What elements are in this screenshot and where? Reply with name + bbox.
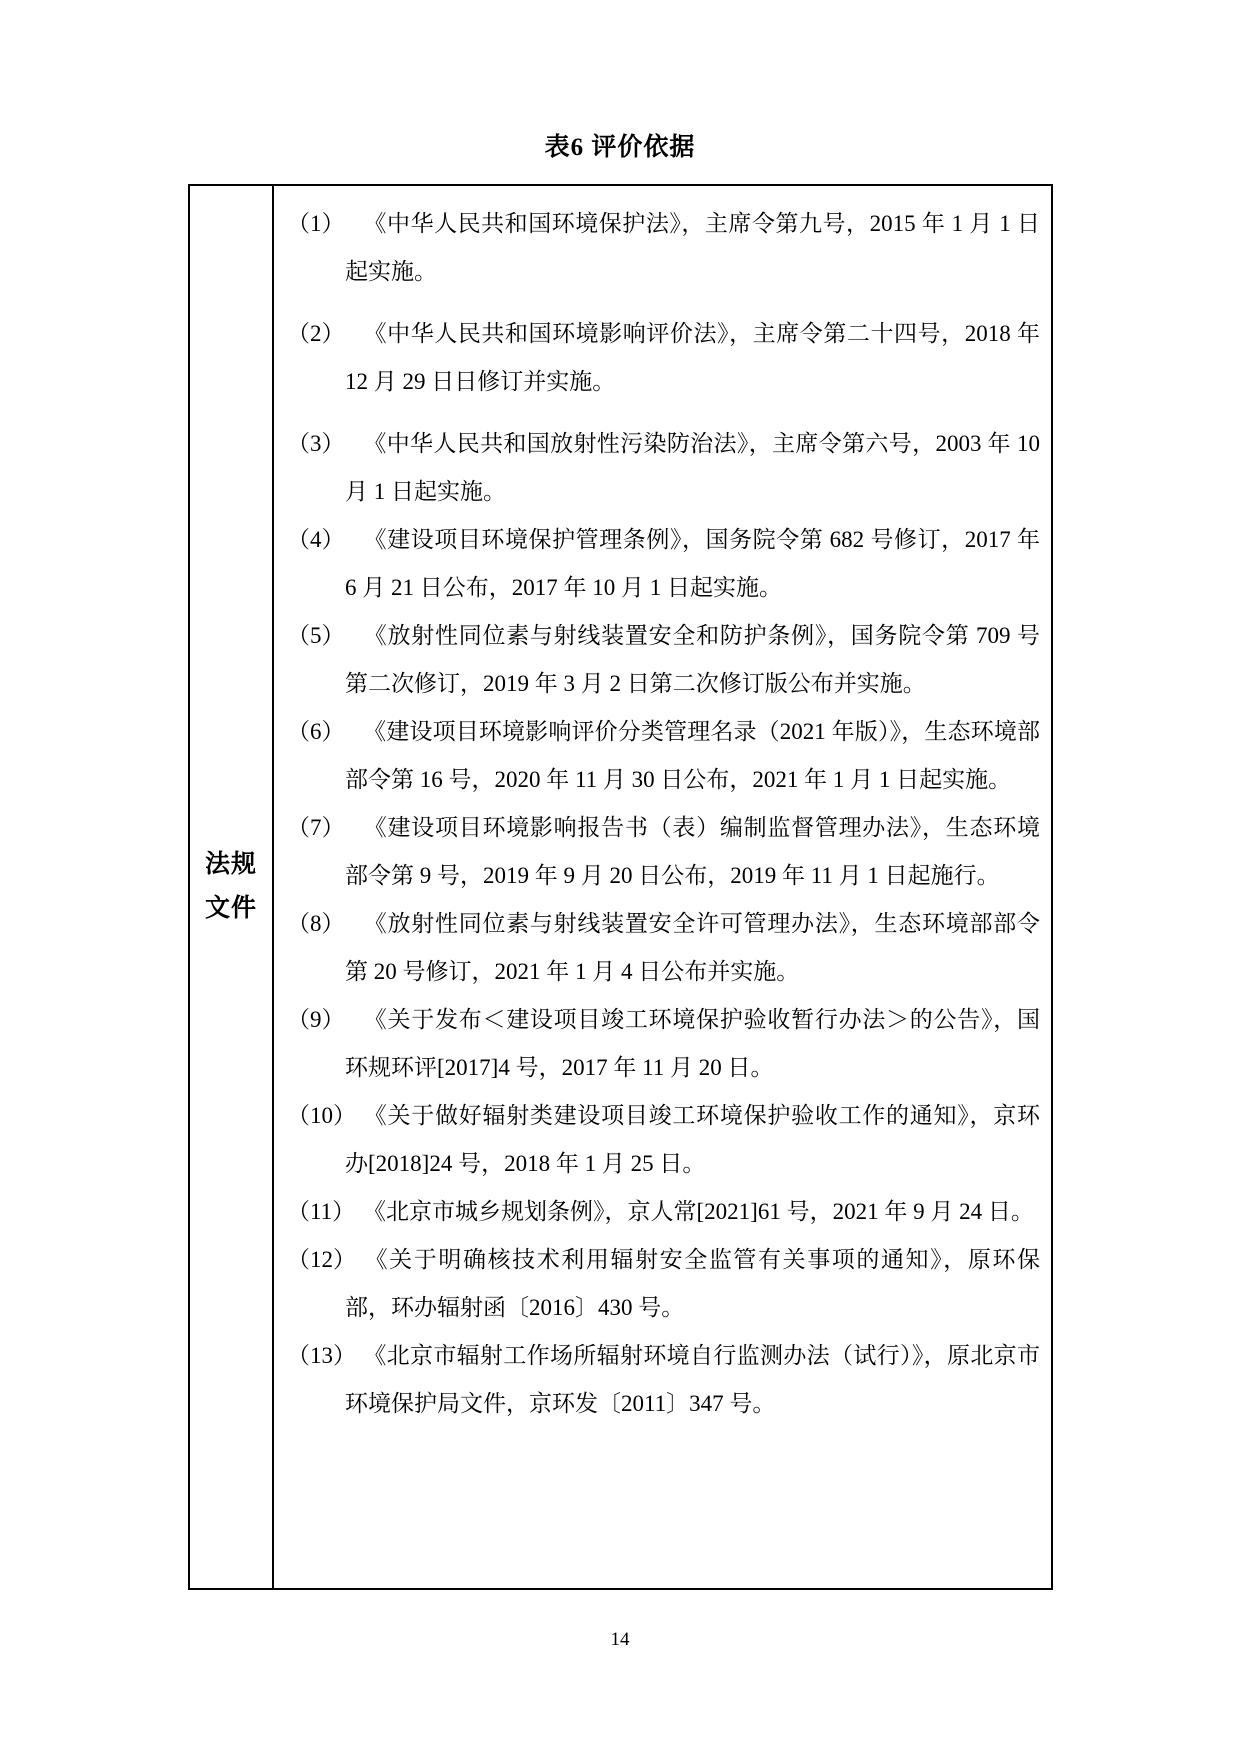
item-number: （12） bbox=[287, 1247, 356, 1272]
item-text: 《建设项目环境影响报告书（表）编制监督管理办法》，生态环境部令第 9 号，2019 年 9 月 20 日公布，2019 年 11 月 1 日起施行。 bbox=[345, 815, 1040, 888]
item-number: （1） bbox=[287, 211, 345, 236]
list-item bbox=[287, 200, 1040, 296]
item-number: （4） bbox=[287, 527, 345, 552]
list-item bbox=[287, 420, 1040, 516]
item-text: 《关于做好辐射类建设项目竣工环境保护验收工作的通知》，京环办[2018]24 号，2018 年 1 月 25 日。 bbox=[345, 1103, 1040, 1176]
list-item bbox=[287, 516, 1040, 612]
item-number: （11） bbox=[287, 1199, 356, 1224]
item-number: （8） bbox=[287, 911, 345, 936]
list-item bbox=[287, 996, 1040, 1092]
list-item bbox=[287, 804, 1040, 900]
evaluation-basis-table bbox=[188, 184, 1053, 1590]
item-number: （9） bbox=[287, 1007, 345, 1032]
list-item bbox=[287, 1188, 1040, 1236]
list-item bbox=[287, 310, 1040, 406]
list-item bbox=[287, 612, 1040, 708]
page-title: 表6 评价依据 bbox=[544, 134, 696, 161]
item-text: 《放射性同位素与射线装置安全和防护条例》，国务院令第 709 号第二次修订，2019 年 3 月 2 日第二次修订版公布并实施。 bbox=[345, 623, 1040, 696]
item-number: （3） bbox=[287, 431, 345, 456]
list-item bbox=[287, 900, 1040, 996]
item-text: 《中华人民共和国放射性污染防治法》，主席令第六号，2003 年 10 月 1 日起实施。 bbox=[345, 431, 1040, 504]
item-number: （2） bbox=[287, 321, 345, 346]
row-label-legal-documents bbox=[190, 186, 274, 1588]
item-text: 《关于发布＜建设项目竣工环境保护验收暂行办法＞的公告》，国环规环评[2017]4 号，2017 年 11 月 20 日。 bbox=[345, 1007, 1040, 1080]
item-text: 《建设项目环境保护管理条例》，国务院令第 682 号修订，2017 年 6 月 21 日公布，2017 年 10 月 1 日起实施。 bbox=[345, 527, 1040, 600]
item-text: 《建设项目环境影响评价分类管理名录（2021 年版）》，生态环境部部令第 16 号，2020 年 11 月 30 日公布，2021 年 1 月 1 日起实施。 bbox=[345, 719, 1040, 792]
legal-documents-list bbox=[274, 186, 1051, 1588]
item-text: 《北京市城乡规划条例》，京人常[2021]61 号，2021 年 9 月 24 日。 bbox=[363, 1199, 1034, 1224]
list-item bbox=[287, 1236, 1040, 1332]
item-text: 《放射性同位素与射线装置安全许可管理办法》，生态环境部部令第 20 号修订，2021 年 1 月 4 日公布并实施。 bbox=[345, 911, 1040, 984]
item-number: （6） bbox=[287, 719, 345, 744]
list-item bbox=[287, 1332, 1040, 1428]
list-item bbox=[287, 1092, 1040, 1188]
row-label-line2: 文件 bbox=[204, 895, 257, 922]
item-number: （10） bbox=[287, 1103, 356, 1128]
item-number: （13） bbox=[287, 1343, 356, 1368]
item-text: 《中华人民共和国环境影响评价法》，主席令第二十四号，2018 年 12 月 29 日日修订并实施。 bbox=[345, 321, 1040, 394]
item-text: 《关于明确核技术利用辐射安全监管有关事项的通知》，原环保部，环办辐射函〔2016〕430 号。 bbox=[345, 1247, 1040, 1320]
item-text: 《北京市辐射工作场所辐射环境自行监测办法（试行）》，原北京市环境保护局文件，京环发〔2011〕347 号。 bbox=[345, 1343, 1040, 1416]
row-label-line1: 法规 bbox=[204, 851, 257, 878]
page-number: 14 bbox=[610, 1629, 630, 1650]
item-number: （7） bbox=[287, 815, 345, 840]
item-text: 《中华人民共和国环境保护法》，主席令第九号，2015 年 1 月 1 日起实施。 bbox=[345, 211, 1040, 284]
list-item bbox=[287, 708, 1040, 804]
item-number: （5） bbox=[287, 623, 345, 648]
